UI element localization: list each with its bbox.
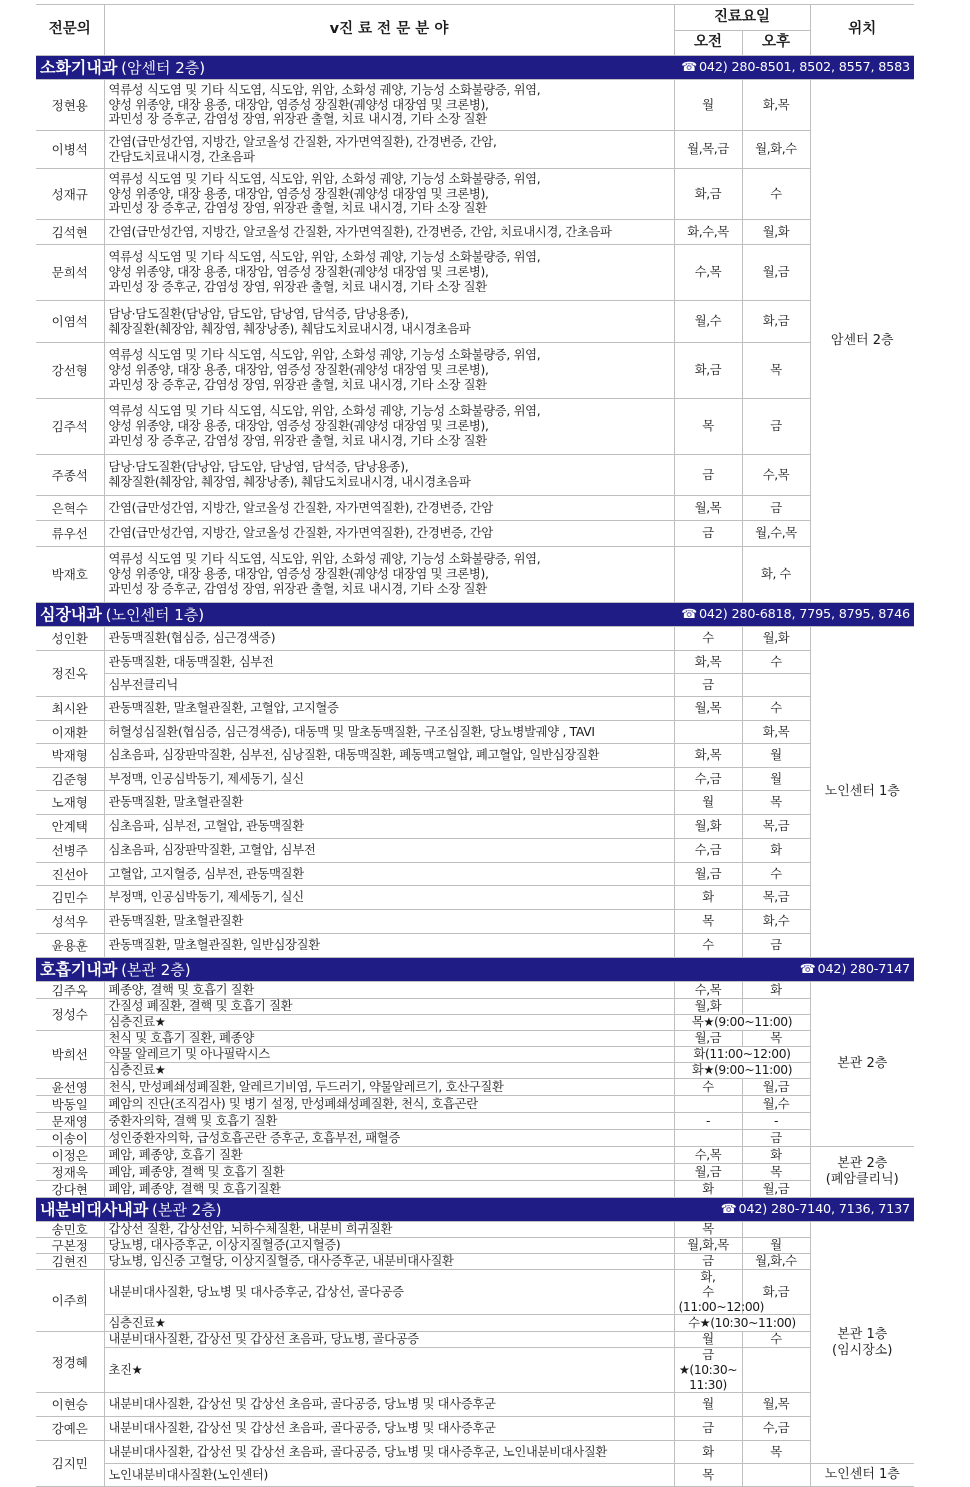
pm-days: 화 [742,982,810,999]
pm-days: 수 [742,169,810,220]
specialty-text: 역류성 식도염 및 기타 식도염, 식도암, 위암, 소화성 궤양, 기능성 소화불량증, 위염, 양성 위종양, 대장 용종, 대장암, 염증성 장질환(궤양성 대장염 및 크론병), 과민성 장 증후군, 감염성 장염, 위장관 출혈, 치료 내시경, 기타 소장 질환 [104,399,674,455]
doctor-name: 윤선영 [36,1079,104,1096]
specialty-text: 역류성 식도염 및 기타 식도염, 식도암, 위암, 소화성 궤양, 기능성 소화불량증, 위염, 양성 위종양, 대장 용종, 대장암, 염증성 장질환(궤양성 대장염 및 크론병), 과민성 장 증후군, 감염성 장염, 위장관 출혈, 치료 내시경, 기타 소장 질환 [104,80,674,131]
clinic-time: 수★(10:30~11:00) [674,1315,810,1332]
doctor-row [36,547,914,603]
specialty-text: 약물 알레르기 및 아나필락시스 [104,1047,674,1063]
doctor-name: 김주옥 [36,982,104,999]
section-phone-number: 042) 280-6818, 7795, 8795, 8746 [698,606,910,622]
am-days: 화,목 [674,651,742,674]
doctor-row [36,496,914,521]
doctor-name: 문희석 [36,245,104,301]
section-name: 심장내과 [40,604,102,624]
specialty-text: 내분비대사질환, 갑상선 및 갑상선 초음파, 골다공증, 당뇨병 및 대사증후군, 노인내분비대사질환 [104,1441,674,1464]
specialty-text: 관동맥질환(협심증, 심근경색증) [104,627,674,651]
doctor-row [36,1113,914,1130]
doctor-name: 이병석 [36,131,104,169]
doctor-row [36,1315,914,1332]
pm-days: 월,금 [742,245,810,301]
section-phone [681,60,910,75]
doctor-row [36,863,914,886]
pm-days [742,1222,810,1238]
specialty-text: 당뇨병, 임신중 고혈당, 이상지질혈증, 대사증후군, 내분비대사질환 [104,1254,674,1270]
doctor-name: 최시완 [36,697,104,721]
specialty-text: 허혈성심질환(협심증, 심근경색증), 대동맥 및 말초동맥질환, 구조심질환, 당뇨병발궤양 , TAVI [104,721,674,744]
am-days: 월 [674,1393,742,1417]
am-days: 금 [674,1417,742,1441]
am-days: 월,목,금 [674,131,742,169]
doctor-row [36,1270,914,1315]
doctor-row [36,627,914,651]
pm-days [742,999,810,1015]
doctor-row [36,1222,914,1238]
am-days: 화,목 [674,744,742,768]
pm-days: 금 [742,1130,810,1147]
specialty-text: 노인내분비대사질환(노인센터) [104,1464,674,1487]
doctor-name: 박동일 [36,1096,104,1113]
am-days: 금★(10:30~ 11:30) [674,1348,742,1393]
pm-days: 월,화,수 [742,1254,810,1270]
doctor-name: 류우선 [36,521,104,547]
pm-days: 목 [742,1031,810,1047]
doctor-row [36,1164,914,1181]
specialty-text: 역류성 식도염 및 기타 식도염, 식도암, 위암, 소화성 궤양, 기능성 소화불량증, 위염, 양성 위종양, 대장 용종, 대장암, 염증성 장질환(궤양성 대장염 및 크론병), 과민성 장 증후군, 감염성 장염, 위장관 출혈, 치료 내시경, 기타 소장 질환 [104,547,674,603]
am-days: 수,금 [674,768,742,791]
pm-days: 화, 수 [742,547,810,603]
pm-days: 목 [742,1441,810,1464]
doctor-row [36,245,914,301]
am-days: 월,화 [674,815,742,839]
specialty-text: 천식 및 호흡기 질환, 폐종양 [104,1031,674,1047]
doctor-name: 정성수 [36,999,104,1031]
pm-days [742,674,810,697]
doctor-name: 주종석 [36,455,104,496]
section-phone-number: 042) 280-7140, 7136, 7137 [738,1201,910,1217]
am-days: 월,금 [674,1164,742,1181]
specialty-text: 관동맥질환, 말초혈관질환, 고혈압, 고지혈증 [104,697,674,721]
pm-days: 월 [742,1238,810,1254]
doctor-row [36,1254,914,1270]
doctor-name: 김준형 [36,768,104,791]
specialty-text: 중환자의학, 결핵 및 호흡기 질환 [104,1113,674,1130]
section-title-bar [36,1198,914,1222]
section-phone [721,1202,910,1217]
doctor-row [36,169,914,220]
clinic-location: 본관 2층 (폐암클리닉) [810,1147,914,1198]
section-name: 호흡기내과 [40,959,118,979]
pm-days: 수 [742,697,810,721]
am-days: 수,금 [674,839,742,863]
doctor-schedule-table [36,4,914,1487]
am-days: 월,목 [674,496,742,521]
doctor-row [36,697,914,721]
am-days [674,1096,742,1113]
doctor-name: 은혁수 [36,496,104,521]
doctor-row [36,1332,914,1348]
section-location: (본관 2층) [152,1200,222,1219]
doctor-name: 김지민 [36,1441,104,1487]
doctor-row [36,744,914,768]
am-days: 월,화 [674,999,742,1015]
specialty-text: 부정맥, 인공심박동기, 제세동기, 실신 [104,886,674,910]
doctor-name: 안계택 [36,815,104,839]
doctor-row [36,1238,914,1254]
pm-days: - [742,1113,810,1130]
doctor-name: 박희선 [36,1031,104,1079]
specialty-text: 당뇨병, 대사증후군, 이상지질혈증(고지혈증) [104,1238,674,1254]
specialty-text: 갑상선 질환, 갑상선암, 뇌하수체질환, 내분비 희귀질환 [104,1222,674,1238]
am-days: 화 [674,1181,742,1198]
pm-days: 월,수 [742,1096,810,1113]
section-header [36,603,914,627]
pm-days: 화,수 [742,910,810,934]
specialty-text: 간염(급만성간염, 지방간, 알코올성 간질환, 자가면역질환), 간경변증, 간암, 치료내시경, 간초음파 [104,220,674,245]
pm-days: 화,금 [742,301,810,343]
doctor-row [36,1031,914,1047]
doctor-row [36,455,914,496]
doctor-name: 이현승 [36,1393,104,1417]
pm-days: 수 [742,1332,810,1348]
specialty-text: 역류성 식도염 및 기타 식도염, 식도암, 위암, 소화성 궤양, 기능성 소화불량증, 위염, 양성 위종양, 대장 용종, 대장암, 염증성 장질환(궤양성 대장염 및 크론병), 과민성 장 증후군, 감염성 장염, 위장관 출혈, 치료 내시경, 기타 소장 질환 [104,245,674,301]
specialty-text: 역류성 식도염 및 기타 식도염, 식도암, 위암, 소화성 궤양, 기능성 소화불량증, 위염, 양성 위종양, 대장 용종, 대장암, 염증성 장질환(궤양성 대장염 및 크론병), 과민성 장 증후군, 감염성 장염, 위장관 출혈, 치료 내시경, 기타 소장 질환 [104,343,674,399]
section-phone-number: 042) 280-8501, 8502, 8557, 8583 [698,59,910,75]
specialty-text: 관동맥질환, 대동맥질환, 심부전 [104,651,674,674]
doctor-row [36,1147,914,1164]
pm-days: 수,목 [742,455,810,496]
pm-days: 목 [742,1164,810,1181]
am-days [674,721,742,744]
section-header [36,1198,914,1222]
am-days: 목 [674,1464,742,1487]
doctor-row [36,815,914,839]
header-doctor: 전문의 [36,5,104,56]
specialty-text: 내분비대사질환, 갑상선 및 갑상선 초음파, 골다공증, 당뇨병 및 대사증후군 [104,1417,674,1441]
pm-days: 월,수,목 [742,521,810,547]
specialty-text: 간염(급만성간염, 지방간, 알코올성 간질환, 자가면역질환), 간경변증, 간암, 간담도치료내시경, 간초음파 [104,131,674,169]
specialty-text: 고혈압, 고지혈증, 심부전, 관동맥질환 [104,863,674,886]
pm-days: 월 [742,768,810,791]
doctor-row [36,1181,914,1198]
doctor-name: 노재형 [36,791,104,815]
am-days: 화 [674,1441,742,1464]
am-days: 수,목 [674,245,742,301]
doctor-row [36,721,914,744]
am-days: 화, 수(11:00~12:00) [674,1270,742,1315]
doctor-row [36,791,914,815]
section-name: 소화기내과 [40,57,118,77]
doctor-name: 문재영 [36,1113,104,1130]
specialty-text: 심부전클리닉 [104,674,674,697]
specialty-text: 심층진료★ [104,1315,674,1332]
specialty-text: 간염(급만성간염, 지방간, 알코올성 간질환, 자가면역질환), 간경변증, 간암 [104,521,674,547]
pm-days: 화,금 [742,1270,810,1315]
pm-days [742,1464,810,1487]
header-specialty: v진 료 전 문 분 야 [104,5,674,56]
clinic-time: 화(11:00~12:00) [674,1047,810,1063]
am-days: 수 [674,627,742,651]
clinic-location: 본관 1층 (임시장소) [810,1222,914,1464]
pm-days: 월,화 [742,627,810,651]
doctor-name: 구본정 [36,1238,104,1254]
clinic-time: 목★(9:00~11:00) [674,1015,810,1031]
specialty-text: 역류성 식도염 및 기타 식도염, 식도암, 위암, 소화성 궤양, 기능성 소화불량증, 위염, 양성 위종양, 대장 용종, 대장암, 염증성 장질환(궤양성 대장염 및 크론병), 과민성 장 증후군, 감염성 장염, 위장관 출혈, 치료 내시경, 기타 소장 질환 [104,169,674,220]
doctor-row [36,80,914,131]
am-days: 금 [674,674,742,697]
pm-days: 금 [742,934,810,958]
doctor-row [36,651,914,674]
specialty-text: 폐종양, 결핵 및 호흡기 질환 [104,982,674,999]
doctor-name: 강다현 [36,1181,104,1198]
header-location: 위치 [810,5,914,56]
specialty-text: 내분비대사질환, 갑상선 및 갑상선 초음파, 당뇨병, 골다공증 [104,1332,674,1348]
am-days [674,547,742,603]
section-title-bar [36,56,914,80]
am-days: 수,목 [674,982,742,999]
am-days: 금 [674,455,742,496]
pm-days: 목 [742,343,810,399]
pm-days: 수 [742,651,810,674]
am-days: 월 [674,1332,742,1348]
doctor-row [36,1079,914,1096]
am-days: 목 [674,910,742,934]
section-phone [800,962,910,977]
doctor-name: 강예은 [36,1417,104,1441]
specialty-text: 담낭·담도질환(담낭암, 담도암, 담낭염, 담석증, 담낭용종), 췌장질환(췌장암, 췌장염, 췌장낭종), 췌담도치료내시경, 내시경초음파 [104,455,674,496]
doctor-row [36,839,914,863]
doctor-row [36,1096,914,1113]
specialty-text: 폐암, 폐종양, 결핵 및 호흡기 질환 [104,1164,674,1181]
specialty-text: 심층진료★ [104,1015,674,1031]
am-days: 금 [674,1254,742,1270]
doctor-row [36,982,914,999]
section-phone-number: 042) 280-7147 [817,961,910,977]
doctor-name: 성재규 [36,169,104,220]
doctor-name: 윤용훈 [36,934,104,958]
doctor-row [36,301,914,343]
pm-days: 월,화 [742,220,810,245]
section-header [36,56,914,80]
doctor-row [36,1015,914,1031]
section-location: (본관 2층) [121,960,191,979]
specialty-text: 초진★ [104,1348,674,1393]
am-days: - [674,1113,742,1130]
doctor-name: 김현진 [36,1254,104,1270]
specialty-text: 내분비대사질환, 갑상선 및 갑상선 초음파, 골다공증, 당뇨병 및 대사증후군 [104,1393,674,1417]
am-days: 월,화,목 [674,1238,742,1254]
section-title-bar [36,603,914,627]
specialty-text: 폐암의 진단(조직검사) 및 병기 설정, 만성폐쇄성폐질환, 천식, 호흡곤란 [104,1096,674,1113]
specialty-text: 심층진료★ [104,1063,674,1079]
specialty-text: 담낭·담도질환(담낭암, 담도암, 담낭염, 담석증, 담낭용종), 췌장질환(췌장암, 췌장염, 췌장낭종), 췌담도치료내시경, 내시경초음파 [104,301,674,343]
doctor-name: 성인환 [36,627,104,651]
doctor-name: 이주희 [36,1270,104,1332]
doctor-name: 박재형 [36,744,104,768]
pm-days: 화,목 [742,721,810,744]
am-days: 목 [674,399,742,455]
specialty-text: 심초음파, 심부전, 고혈압, 관동맥질환 [104,815,674,839]
doctor-name: 정경혜 [36,1332,104,1393]
pm-days: 목,금 [742,886,810,910]
doctor-name: 김석현 [36,220,104,245]
am-days: 화,수,목 [674,220,742,245]
specialty-text: 심초음파, 심장판막질환, 심부전, 심낭질환, 대동맥질환, 폐동맥고혈압, 폐고혈압, 일반심장질환 [104,744,674,768]
section-header [36,958,914,982]
doctor-row [36,1348,914,1393]
am-days: 월 [674,80,742,131]
pm-days: 목,금 [742,815,810,839]
clinic-location: 노인센터 1층 [810,1464,914,1487]
header-clinic-day: 진료요일 [674,5,810,31]
specialty-text: 간염(급만성간염, 지방간, 알코올성 간질환, 자가면역질환), 간경변증, 간암 [104,496,674,521]
doctor-row [36,1441,914,1464]
am-days: 월,금 [674,1031,742,1047]
pm-days: 수,금 [742,1417,810,1441]
specialty-text: 성인중환자의학, 급성호흡곤란 증후군, 호흡부전, 패혈증 [104,1130,674,1147]
am-days: 월 [674,791,742,815]
doctor-row [36,886,914,910]
doctor-name: 진선아 [36,863,104,886]
specialty-text: 관동맥질환, 말초혈관질환 [104,791,674,815]
pm-days: 월,목 [742,1393,810,1417]
pm-days: 목 [742,791,810,815]
am-days: 화,금 [674,343,742,399]
doctor-name: 김주석 [36,399,104,455]
specialty-text: 심초음파, 심장판막질환, 고혈압, 심부전 [104,839,674,863]
section-location: (암센터 2층) [121,58,206,77]
clinic-time: 화★(9:00~11:00) [674,1063,810,1079]
pm-days: 화,목 [742,80,810,131]
pm-days: 월,금 [742,1181,810,1198]
pm-days: 수 [742,863,810,886]
am-days: 화 [674,886,742,910]
pm-days: 월,화,수 [742,131,810,169]
doctor-row [36,674,914,697]
telephone-icon: ☎ [799,961,816,977]
section-phone [681,607,910,622]
doctor-row [36,1063,914,1079]
am-days: 금 [674,521,742,547]
doctor-name: 정재욱 [36,1164,104,1181]
doctor-row [36,399,914,455]
specialty-text: 천식, 만성폐쇄성폐질환, 알레르기비염, 두드러기, 약물알레르기, 호산구질환 [104,1079,674,1096]
header-am: 오전 [674,31,742,56]
pm-days: 월 [742,744,810,768]
doctor-name: 김민수 [36,886,104,910]
section-location: (노인센터 1층) [105,605,205,624]
pm-days: 월,금 [742,1079,810,1096]
am-days: 월,수 [674,301,742,343]
am-days [674,1130,742,1147]
doctor-name: 이송이 [36,1130,104,1147]
pm-days: 화 [742,1147,810,1164]
pm-days: 금 [742,399,810,455]
doctor-name: 이재환 [36,721,104,744]
clinic-location: 암센터 2층 [810,80,914,603]
pm-days: 화 [742,839,810,863]
telephone-icon: ☎ [720,1201,737,1217]
header-pm: 오후 [742,31,810,56]
doctor-row [36,768,914,791]
doctor-row [36,1464,914,1487]
specialty-text: 관동맥질환, 말초혈관질환, 일반심장질환 [104,934,674,958]
clinic-location: 노인센터 1층 [810,627,914,958]
doctor-row [36,131,914,169]
doctor-row [36,1393,914,1417]
specialty-text: 부정맥, 인공심박동기, 제세동기, 실신 [104,768,674,791]
doctor-row [36,910,914,934]
doctor-row [36,521,914,547]
doctor-row [36,1130,914,1147]
specialty-text: 폐암, 폐종양, 호흡기 질환 [104,1147,674,1164]
doctor-name: 이염석 [36,301,104,343]
doctor-row [36,934,914,958]
am-days: 수 [674,1079,742,1096]
specialty-text: 간질성 폐질환, 결핵 및 호흡기 질환 [104,999,674,1015]
doctor-name: 이정은 [36,1147,104,1164]
doctor-row [36,220,914,245]
doctor-name: 박재호 [36,547,104,603]
doctor-name: 정진옥 [36,651,104,697]
section-name: 내분비대사내과 [40,1199,149,1219]
am-days: 수 [674,934,742,958]
doctor-name: 정현용 [36,80,104,131]
telephone-icon: ☎ [681,606,697,622]
pm-days: 금 [742,496,810,521]
doctor-name: 송민호 [36,1222,104,1238]
section-title-bar [36,958,914,982]
telephone-icon: ☎ [681,59,697,75]
clinic-location: 본관 2층 [810,982,914,1147]
doctor-name: 성석우 [36,910,104,934]
header-row [36,5,914,31]
doctor-row [36,1417,914,1441]
specialty-text: 내분비대사질환, 당뇨병 및 대사증후군, 갑상선, 골다공증 [104,1270,674,1315]
specialty-text: 폐암, 폐종양, 결핵 및 호흡기질환 [104,1181,674,1198]
am-days: 수,목 [674,1147,742,1164]
specialty-text: 관동맥질환, 말초혈관질환 [104,910,674,934]
am-days: 목 [674,1222,742,1238]
am-days: 월,금 [674,863,742,886]
doctor-row [36,343,914,399]
doctor-row [36,1047,914,1063]
doctor-row [36,999,914,1015]
am-days: 화,금 [674,169,742,220]
doctor-name: 강선형 [36,343,104,399]
pm-days [742,1348,810,1393]
doctor-name: 선병주 [36,839,104,863]
am-days: 월,목 [674,697,742,721]
